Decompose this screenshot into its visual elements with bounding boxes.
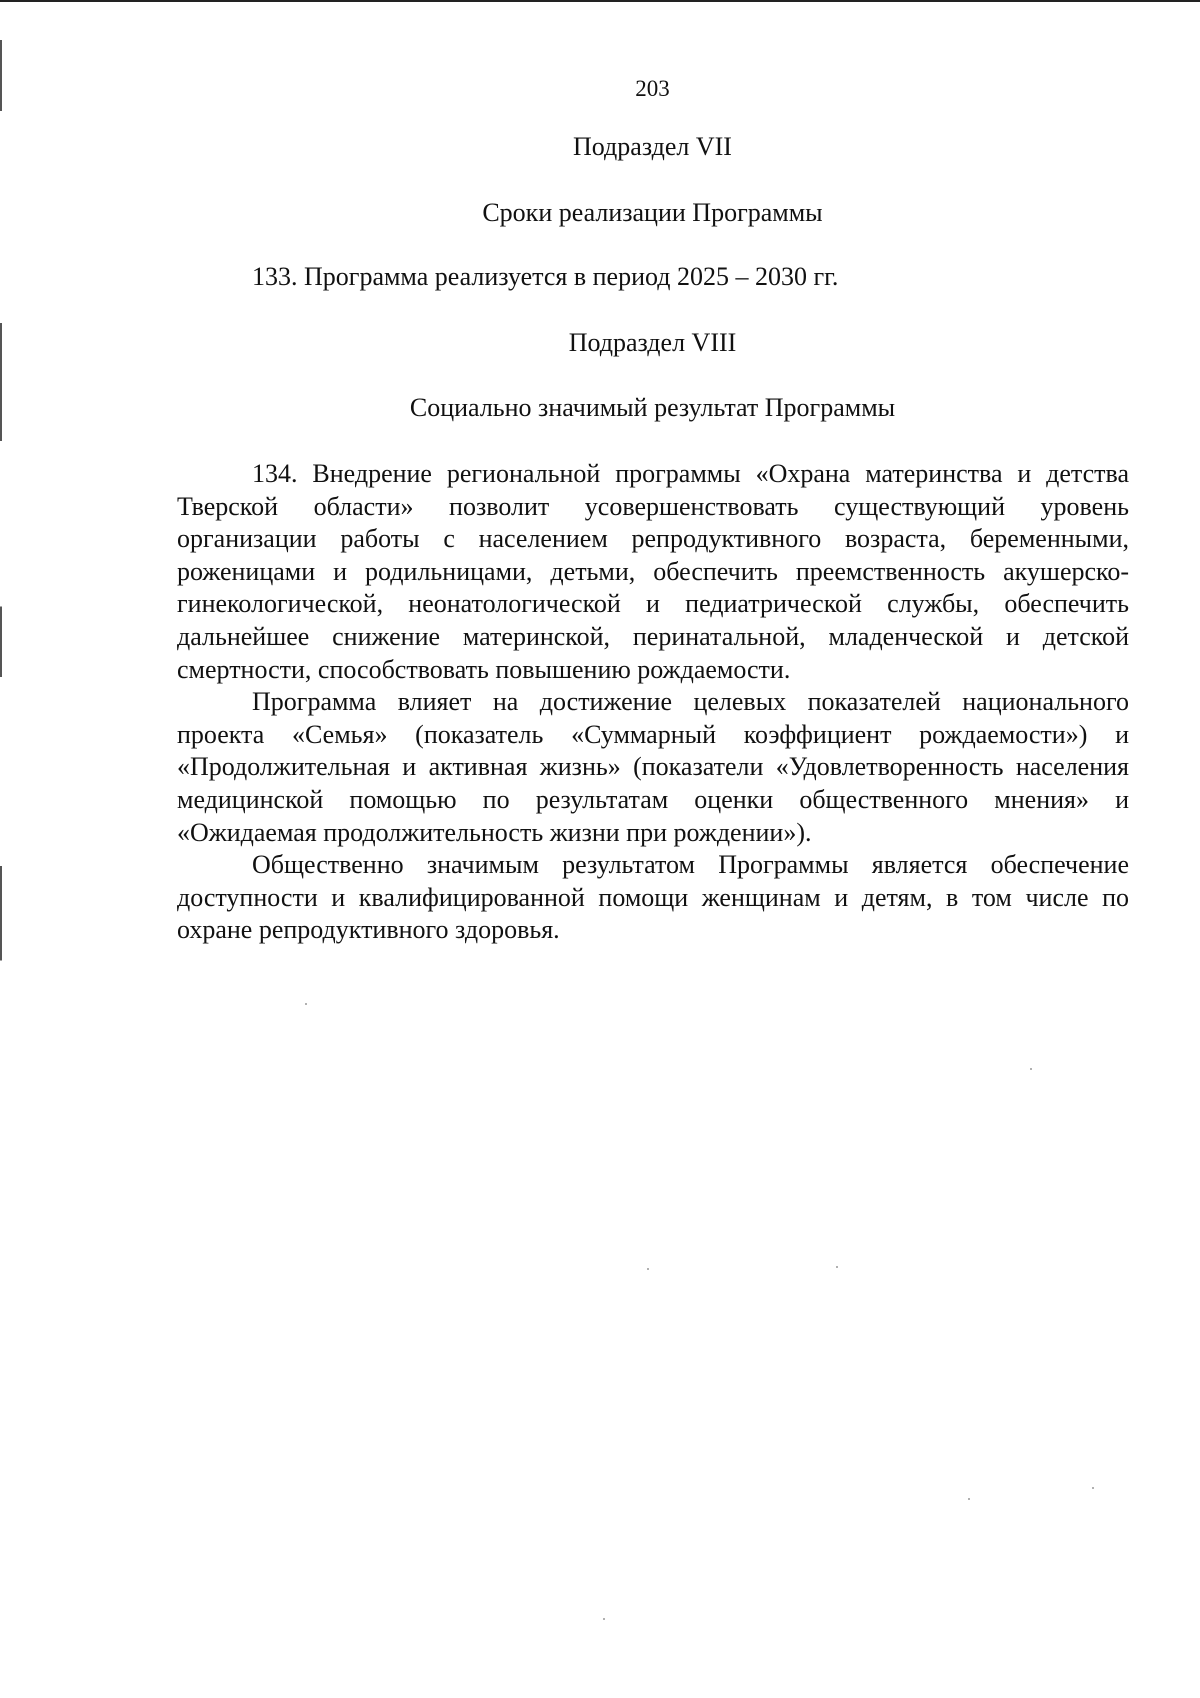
scan-speck — [836, 1266, 838, 1268]
paragraph-national-projects: Программа влияет на достижение целевых показателей национального проекта «Семья» (показатель «Суммарный коэффициент рождаемости») и «Продолжительная и активная жизнь» (показатели «Удовлетворенность населения медицинской помощью по результатам оценки общественного мнения» и «Ожидаемая продолжительность жизни при рождении»). — [177, 687, 1129, 847]
scan-speck — [603, 1618, 605, 1620]
page-number: 203 — [635, 76, 670, 101]
paragraph-134: 134. Внедрение региональной программы «Охрана материнства и детства Тверской области» позволит усовершенствовать существующий уровень организации работы с населением репродуктивного возраста, беременными, роженицами и родильницами, детьми, обеспечить преемственность акушерско-гинекологической, неонатологической и педиатрической службы, обеспечить дальнейшее снижение материнской, перинатальной, младенческой и детской смертности, способствовать повышению рождаемости. — [177, 459, 1129, 684]
subsection-title-7: Сроки реализации Программы — [482, 198, 823, 227]
scan-edge-top — [0, 0, 1200, 2]
scan-speck — [305, 1003, 307, 1005]
scan-speck — [968, 1498, 970, 1500]
body-text — [177, 458, 1129, 947]
subsection-heading-8: Подраздел VIII — [568, 328, 737, 357]
subsection-title-8: Социально значимый результат Программы — [409, 393, 896, 422]
scan-speck — [647, 1268, 649, 1270]
scan-speck — [1030, 1068, 1032, 1070]
scan-speck — [1092, 1487, 1094, 1489]
clause-133: 133. Программа реализуется в период 2025 – 2030 гг. — [252, 262, 839, 291]
subsection-heading-7: Подраздел VII — [573, 132, 732, 161]
paragraph-social-result: Общественно значимым результатом Программы является обеспечение доступности и квалифицированной помощи женщинам и детям, в том числе по охране репродуктивного здоровья. — [177, 850, 1129, 945]
